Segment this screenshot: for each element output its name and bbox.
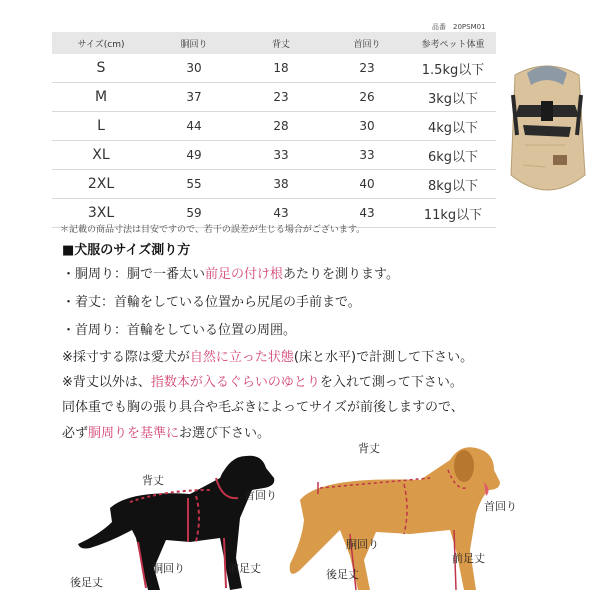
label-hind-leg: 後足丈 [70, 576, 103, 589]
cell-back-length: 28 [238, 112, 324, 141]
cell-neck: 30 [324, 112, 410, 141]
table-row [52, 83, 496, 112]
size-table [52, 32, 496, 228]
label-back-length: 背丈 [142, 474, 164, 487]
cell-chest: 49 [150, 141, 238, 170]
weight-note: 同体重でも胸の張り具合や毛ぶきによってサイズが前後しますので、 [62, 400, 464, 415]
label-neck: 首回り [244, 489, 277, 502]
cell-back-length: 23 [238, 83, 324, 112]
text: ・胴周り：胴で一番太い [62, 267, 206, 282]
header-chest: 胴回り [150, 32, 238, 54]
table-header-row [52, 32, 496, 54]
golden-retriever-photo [280, 430, 510, 595]
size-note: ＊記載の商品寸法は目安ですので、若干の誤差が生じる場合がございます。 [60, 225, 366, 235]
cell-neck: 26 [324, 83, 410, 112]
text: を入れて測って下さい。 [319, 375, 463, 390]
label-chest: 胴回り [152, 562, 185, 575]
text: ※採寸する際は愛犬が [62, 350, 190, 365]
cell-back-length: 43 [238, 199, 324, 228]
highlight-text: 前足の付け根 [205, 267, 284, 282]
cell-neck: 43 [324, 199, 410, 228]
highlight-text: 自然に立った状態 [189, 350, 294, 365]
label-back-length-right: 背丈 [358, 442, 380, 455]
header-neck: 首回り [324, 32, 410, 54]
cell-chest: 44 [150, 112, 238, 141]
table-row [52, 141, 496, 170]
text: (床と水平)で計測して下さい。 [293, 350, 474, 365]
label-front-leg: 前足丈 [228, 562, 261, 575]
cell-back-length: 18 [238, 54, 324, 83]
cell-weight: 8kg以下 [410, 170, 496, 199]
cell-weight: 1.5kg以下 [410, 54, 496, 83]
cell-neck: 23 [324, 54, 410, 83]
cell-weight: 6kg以下 [410, 141, 496, 170]
length-instruction: ・着丈：首輪をしている位置から尻尾の手前まで。 [62, 295, 361, 310]
text: あたりを測ります。 [283, 267, 399, 282]
cell-weight: 3kg以下 [410, 83, 496, 112]
label-chest-right: 胴回り [346, 538, 379, 551]
label-hind-leg-right: 後足丈 [326, 568, 359, 581]
cell-back-length: 33 [238, 141, 324, 170]
text: お選び下さい。 [179, 426, 271, 441]
cell-chest: 30 [150, 54, 238, 83]
cell-chest: 55 [150, 170, 238, 199]
label-front-leg-right: 前足丈 [452, 552, 485, 565]
cell-weight: 11kg以下 [410, 199, 496, 228]
header-size: サイズ(cm) [52, 32, 150, 54]
room-note [62, 371, 463, 390]
cell-size: L [52, 112, 150, 141]
table-row [52, 170, 496, 199]
cell-chest: 59 [150, 199, 238, 228]
dog-jacket-image [505, 55, 589, 205]
highlight-text: 指数本が入るぐらいのゆとり [150, 375, 320, 390]
cell-size: S [52, 54, 150, 83]
cell-size: 3XL [52, 199, 150, 228]
header-weight: 参考ペット体重 [410, 32, 496, 54]
text: 必ず [62, 426, 89, 441]
measure-heading: ■犬服のサイズ測り方 [62, 243, 191, 258]
highlight-text: 胴周りを基準に [88, 426, 180, 441]
posture-note [62, 346, 473, 365]
cell-size: M [52, 83, 150, 112]
cell-weight: 4kg以下 [410, 112, 496, 141]
text: ※背丈以外は、 [62, 375, 151, 390]
header-back-length: 背丈 [238, 32, 324, 54]
cell-size: 2XL [52, 170, 150, 199]
cell-size: XL [52, 141, 150, 170]
table-row [52, 54, 496, 83]
product-number: 品番 20PSM01 [432, 23, 486, 31]
chest-instruction [62, 263, 399, 282]
label-neck-right: 首回り [484, 500, 517, 513]
neck-instruction: ・首周り：首輪をしている位置の周囲。 [62, 323, 297, 338]
table-row [52, 112, 496, 141]
cell-neck: 40 [324, 170, 410, 199]
cell-back-length: 38 [238, 170, 324, 199]
cell-chest: 37 [150, 83, 238, 112]
cell-neck: 33 [324, 141, 410, 170]
